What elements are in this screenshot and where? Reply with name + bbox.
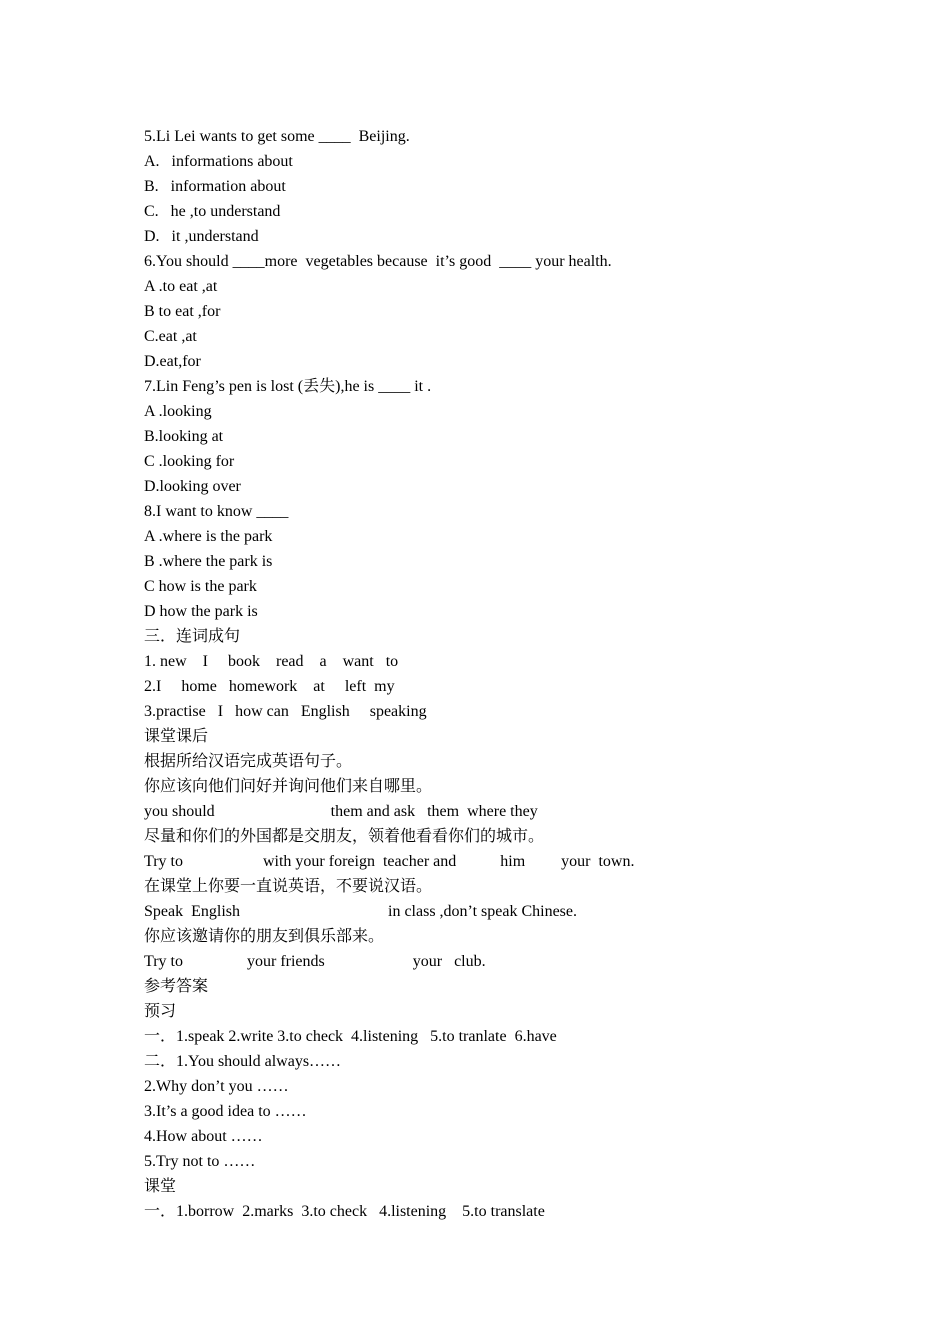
question-7-option-b: B.looking at [144, 428, 224, 445]
question-7-option-c: C .looking for [144, 453, 235, 470]
translation-prompt-2: 尽量和你们的外国都是交朋友，领着他看看你们的城市。 [144, 828, 545, 845]
question-8-option-d: D how the park is [144, 603, 258, 620]
translation-blank-3: Speak English in class ,don’t speak Chinese. [144, 903, 577, 920]
answer-line-1: 一．1.speak 2.write 3.to check 4.listening 5.to tranlate 6.have [144, 1028, 557, 1045]
translation-blank-4: Try to your friends your club. [144, 953, 486, 970]
question-6: 6.You should ____more vegetables because it’s good ____ your health. [144, 253, 612, 270]
question-8: 8.I want to know ____ [144, 503, 289, 520]
question-5-option-c: C. he ,to understand [144, 203, 281, 220]
question-5-option-d: D. it ,understand [144, 228, 259, 245]
question-6-option-a: A .to eat ,at [144, 278, 218, 295]
question-5: 5.Li Lei wants to get some ____ Beijing. [144, 128, 410, 145]
section-heading-after-class: 课堂课后 [144, 728, 209, 745]
question-8-option-b: B .where the park is [144, 553, 273, 570]
question-6-option-c: C.eat ,at [144, 328, 197, 345]
word-order-item-2: 2.I home homework at left my [144, 678, 395, 695]
answer-line-5: 4.How about …… [144, 1128, 263, 1145]
answer-line-7: 一．1.borrow 2.marks 3.to check 4.listening 5.to translate [144, 1203, 545, 1220]
word-order-item-3: 3.practise I how can English speaking [144, 703, 427, 720]
section-heading-answer-key: 参考答案 [144, 978, 209, 995]
question-5-option-a: A. informations about [144, 153, 293, 170]
word-order-item-1: 1. new I book read a want to [144, 653, 399, 670]
translation-prompt-3: 在课堂上你要一直说英语，不要说汉语。 [144, 878, 433, 895]
question-6-option-b: B to eat ,for [144, 303, 221, 320]
question-5-option-b: B. information about [144, 178, 286, 195]
document-body [144, 124, 844, 1224]
question-7-option-a: A .looking [144, 403, 212, 420]
answer-line-4: 3.It’s a good idea to …… [144, 1103, 307, 1120]
question-8-option-a: A .where is the park [144, 528, 273, 545]
answer-line-2: 二．1.You should always…… [144, 1053, 342, 1070]
question-8-option-c: C how is the park [144, 578, 257, 595]
translation-blank-2: Try to with your foreign teacher and him your town. [144, 853, 635, 870]
question-7: 7.Lin Feng’s pen is lost (丢失),he is ____ it . [144, 378, 432, 395]
translation-blank-1: you should them and ask them where they [144, 803, 538, 820]
answer-subheading-in-class: 课堂 [144, 1178, 177, 1195]
answer-line-6: 5.Try not to …… [144, 1153, 256, 1170]
section-heading-sentence-building: 三．连词成句 [144, 628, 241, 645]
question-6-option-d: D.eat,for [144, 353, 201, 370]
translation-prompt-1: 你应该向他们问好并询问他们来自哪里。 [144, 778, 433, 795]
translation-prompt-4: 你应该邀请你的朋友到俱乐部来。 [144, 928, 385, 945]
question-7-option-d: D.looking over [144, 478, 241, 495]
answer-line-3: 2.Why don’t you …… [144, 1078, 289, 1095]
translation-instruction: 根据所给汉语完成英语句子。 [144, 753, 353, 770]
answer-subheading-preview: 预习 [144, 1003, 177, 1020]
